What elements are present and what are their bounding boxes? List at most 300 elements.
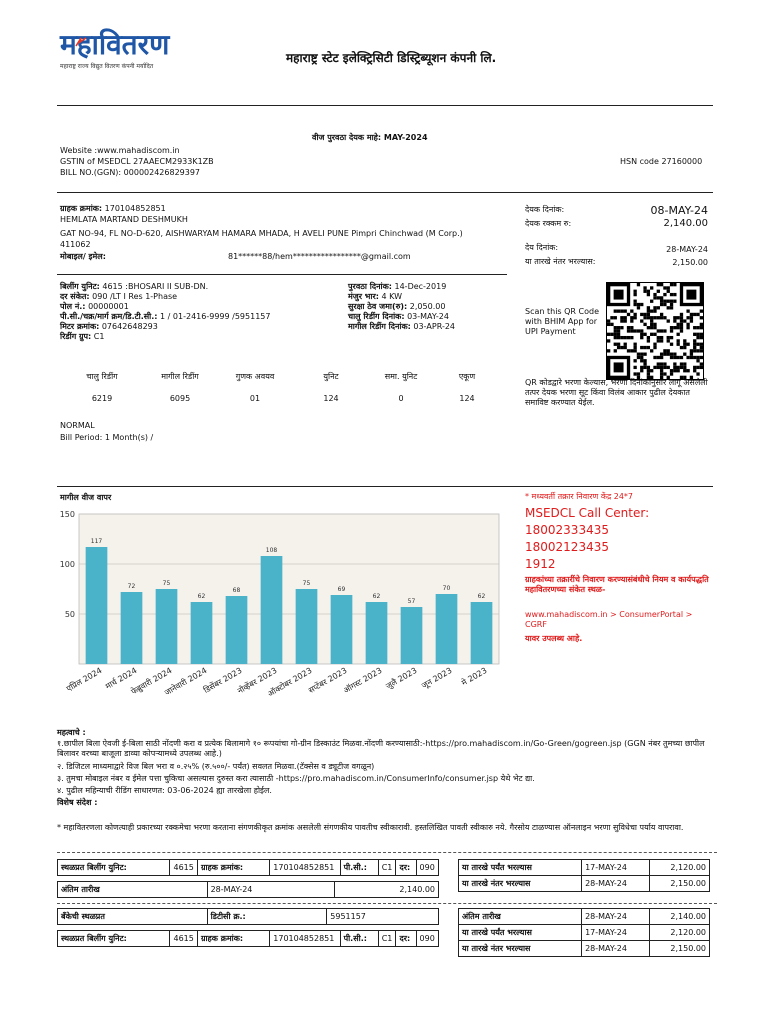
qr-module bbox=[673, 319, 676, 322]
bar bbox=[86, 547, 108, 664]
qr-module bbox=[680, 366, 683, 369]
qr-module bbox=[653, 326, 656, 329]
reading-cell: 124 bbox=[323, 394, 339, 403]
bar-value-label: 68 bbox=[232, 587, 241, 594]
qr-module bbox=[630, 336, 633, 339]
cf2-dtc: 5951157 bbox=[327, 909, 439, 925]
qr-module bbox=[660, 296, 663, 299]
bar-value-label: 70 bbox=[442, 585, 451, 592]
qr-module bbox=[643, 323, 646, 326]
qr-module bbox=[650, 323, 653, 326]
qr-module bbox=[670, 293, 673, 296]
qr-module bbox=[677, 366, 680, 369]
y-tick-label: 50 bbox=[64, 610, 75, 619]
divider bbox=[57, 274, 507, 275]
helpline-note: * मध्यवर्ती तक्रार निवारण केंद्र 24*7 bbox=[525, 492, 634, 501]
qr-module bbox=[686, 290, 696, 300]
qr-module bbox=[647, 316, 650, 319]
qr-module bbox=[640, 303, 643, 306]
reading-cell: 0 bbox=[398, 394, 404, 403]
bar bbox=[296, 589, 318, 664]
qr-module bbox=[630, 326, 633, 329]
cf2-side-label: या तारखे पर्यंत भरल्यास bbox=[459, 925, 582, 941]
reading-cell: 01 bbox=[249, 394, 261, 403]
cf1-last-label: अंतिम तारीख bbox=[58, 882, 208, 898]
pc-row bbox=[60, 312, 340, 322]
qr-module bbox=[617, 333, 620, 336]
qr-module bbox=[637, 356, 640, 359]
bar bbox=[471, 602, 493, 664]
qr-module bbox=[663, 316, 666, 319]
qr-module bbox=[663, 300, 666, 303]
qr-module bbox=[700, 309, 703, 312]
after-due-amount: 2,150.00 bbox=[672, 258, 708, 267]
qr-module bbox=[663, 286, 666, 289]
x-tick-label: फेब्रुवारी 2024 bbox=[129, 665, 174, 697]
qr-module bbox=[650, 333, 653, 336]
bar-value-label: 62 bbox=[197, 593, 206, 600]
notes-item: २. डिजिटल माध्यमाद्वारे विज बिल भरा व ०.२५% (रु.५००/- पर्यंत) सवलत मिळवा.(टॅक्सेस व ड्यूटीज वगळून) bbox=[57, 762, 375, 771]
details-right bbox=[348, 282, 518, 332]
pc-label: पी.सी./चक्र/मार्ग क्रम/डि.टी.सी.: bbox=[60, 312, 158, 321]
qr-module bbox=[657, 362, 660, 365]
details-left bbox=[60, 282, 340, 342]
qr-module bbox=[650, 286, 653, 289]
qr-module bbox=[607, 349, 610, 352]
cf2-dtc-label: डिटीसी क्र.: bbox=[207, 909, 327, 925]
x-tick-label: सप्टेंबर 2023 bbox=[307, 665, 349, 696]
cf2-side-date: 17-MAY-24 bbox=[582, 925, 650, 941]
reading-header: चालु रिडींग bbox=[86, 372, 118, 381]
meter-value: 07642648293 bbox=[101, 322, 158, 331]
gstin: GSTIN of MSEDCL 27AAECM2933K1ZB bbox=[60, 157, 214, 166]
reading-status: NORMAL bbox=[60, 421, 95, 430]
qr-module bbox=[617, 329, 620, 332]
qr-module bbox=[670, 306, 673, 309]
qr-module bbox=[696, 349, 699, 352]
cgrf-link[interactable]: www.mahadiscom.in > ConsumerPortal > CGRF bbox=[525, 610, 693, 629]
consumer-number bbox=[60, 204, 166, 214]
qr-module bbox=[653, 366, 656, 369]
qr-module bbox=[663, 303, 666, 306]
qr-module bbox=[657, 306, 660, 309]
reading-table-row bbox=[60, 394, 500, 404]
qr-module bbox=[663, 366, 666, 369]
qr-module bbox=[624, 309, 627, 312]
bill-period: Bill Period: 1 Month(s) / bbox=[60, 433, 154, 442]
qr-module bbox=[696, 326, 699, 329]
qr-module bbox=[607, 339, 610, 342]
cf1-pc-label: पी.सी.: bbox=[340, 860, 378, 876]
qr-module bbox=[660, 283, 663, 286]
qr-module bbox=[680, 313, 683, 316]
qr-module bbox=[614, 316, 617, 319]
cf1-side-date: 17-MAY-24 bbox=[582, 860, 650, 876]
x-tick-label: ऑगस्ट 2023 bbox=[341, 665, 384, 696]
qr-module bbox=[630, 309, 633, 312]
billing-unit-label: बिलींग युनिट: bbox=[60, 282, 100, 291]
qr-module bbox=[617, 336, 620, 339]
qr-module bbox=[673, 283, 676, 286]
cf2-rate-label: दर: bbox=[396, 931, 416, 947]
sanctioned-load-row bbox=[348, 292, 518, 302]
qr-module bbox=[610, 316, 613, 319]
cf2-unit-label: स्थळप्रत बिलींग युनिट: bbox=[58, 931, 170, 947]
qr-module bbox=[624, 316, 627, 319]
x-tick-label: जुलै 2023 bbox=[384, 665, 419, 691]
cf2-cons: 170104852851 bbox=[270, 931, 340, 947]
bar-value-label: 57 bbox=[407, 598, 416, 605]
qr-module bbox=[617, 309, 620, 312]
qr-module bbox=[670, 283, 673, 286]
qr-module bbox=[647, 290, 650, 293]
qr-module bbox=[637, 329, 640, 332]
qr-module bbox=[680, 346, 683, 349]
qr-module bbox=[640, 346, 643, 349]
qr-module bbox=[670, 329, 673, 332]
qr-module bbox=[693, 346, 696, 349]
qr-module bbox=[614, 329, 617, 332]
previous-reading-date-label: मागील रिडींग दिनांक: bbox=[348, 322, 411, 331]
qr-module bbox=[630, 316, 633, 319]
qr-module bbox=[657, 296, 660, 299]
qr-module bbox=[673, 362, 676, 365]
qr-module bbox=[653, 296, 656, 299]
cf1-side-amount: 2,120.00 bbox=[649, 860, 709, 876]
qr-module bbox=[680, 316, 683, 319]
qr-module bbox=[640, 329, 643, 332]
qr-module bbox=[670, 300, 673, 303]
qr-module bbox=[700, 349, 703, 352]
bar-value-label: 75 bbox=[302, 580, 311, 587]
qr-module bbox=[620, 326, 623, 329]
consumer-name: HEMLATA MARTAND DESHMUKH bbox=[60, 215, 188, 224]
bar bbox=[121, 592, 143, 664]
qr-module bbox=[643, 353, 646, 356]
qr-module bbox=[614, 333, 617, 336]
qr-module bbox=[657, 339, 660, 342]
qr-module bbox=[660, 329, 663, 332]
qr-module bbox=[677, 316, 680, 319]
qr-module bbox=[680, 319, 683, 322]
qr-module bbox=[660, 336, 663, 339]
cf2-side-label: अंतिम तारीख bbox=[459, 909, 582, 925]
counterfoil-office-table bbox=[57, 859, 439, 876]
cf1-last-amount: 2,140.00 bbox=[335, 882, 439, 898]
qr-module bbox=[614, 349, 617, 352]
qr-module bbox=[657, 283, 660, 286]
security-deposit-value: 2,050.00 bbox=[409, 302, 446, 311]
reading-header: समा. युनिट bbox=[384, 372, 418, 381]
qr-module bbox=[670, 353, 673, 356]
y-tick-label: 150 bbox=[59, 510, 75, 519]
qr-module bbox=[700, 346, 703, 349]
qr-module bbox=[633, 303, 636, 306]
qr-module bbox=[637, 372, 640, 375]
notes-item: ४. पुढील महिन्याची रीडिंग साधारणत: 03-06-2024 ह्या तारखेला होईल. bbox=[57, 786, 272, 795]
qr-module bbox=[686, 323, 689, 326]
previous-reading-date-value: 03-APR-24 bbox=[413, 322, 456, 331]
qr-module bbox=[696, 313, 699, 316]
qr-module bbox=[683, 346, 686, 349]
qr-module bbox=[657, 316, 660, 319]
qr-module bbox=[650, 349, 653, 352]
qr-module bbox=[647, 293, 650, 296]
previous-reading-date-row bbox=[348, 322, 518, 332]
cf1-pc: C1 bbox=[378, 860, 396, 876]
divider bbox=[57, 105, 713, 106]
qr-module bbox=[633, 316, 636, 319]
reading-table bbox=[60, 372, 500, 404]
bar bbox=[156, 589, 178, 664]
qr-module bbox=[637, 353, 640, 356]
qr-module bbox=[650, 319, 653, 322]
qr-module bbox=[633, 343, 636, 346]
qr-module bbox=[700, 366, 703, 369]
qr-module bbox=[696, 343, 699, 346]
qr-module bbox=[686, 369, 689, 372]
billing-unit-row bbox=[60, 282, 340, 292]
cf2-side-label: या तारखे नंतर भरल्यास bbox=[459, 941, 582, 957]
qr-module bbox=[607, 323, 610, 326]
qr-module bbox=[640, 336, 643, 339]
qr-module bbox=[620, 336, 623, 339]
counterfoil-office-side bbox=[458, 859, 710, 892]
contact-value: 81******88/hem*****************@gmail.com bbox=[228, 252, 411, 261]
qr-module bbox=[673, 300, 676, 303]
qr-module bbox=[667, 366, 670, 369]
qr-module bbox=[643, 316, 646, 319]
qr-module bbox=[696, 366, 699, 369]
qr-module bbox=[630, 349, 633, 352]
qr-module bbox=[650, 309, 653, 312]
qr-module bbox=[653, 346, 656, 349]
counterfoil-office-last-date bbox=[57, 881, 439, 898]
current-reading-date-value: 03-MAY-24 bbox=[407, 312, 449, 321]
x-tick-label: जून 2023 bbox=[420, 665, 454, 691]
qr-module bbox=[660, 369, 663, 372]
counterfoil-bank-details bbox=[57, 930, 439, 947]
qr-module bbox=[657, 329, 660, 332]
bar-value-label: 62 bbox=[372, 593, 381, 600]
qr-module bbox=[633, 366, 636, 369]
tariff-row bbox=[60, 292, 340, 302]
qr-module bbox=[693, 349, 696, 352]
disclaimer: * महावितरणला कोणत्याही प्रकारच्या रक्कमेचा भरणा करताना संगणकीकृत क्रमांक असलेली संगणकीय पावतीच स्वीकारावी. हस्तलिखित पावती स्वीकारु नये. गैरसोय टाळण्यास ऑनलाइन भरणा सुविधेचा पर्याय वापरावा. bbox=[57, 823, 684, 832]
qr-note: QR कोडद्वारे भरणा केल्यास, भरणा दिनांकानुसार लागू असलेली तत्पर देयक भरणा सूट किंवा विलंब आकार पुढील देयकात समाविष्ट करण्यात येईल. bbox=[525, 378, 708, 407]
qr-module bbox=[643, 362, 646, 365]
cf1-unit-label: स्थळप्रत बिलींग युनिट: bbox=[58, 860, 170, 876]
cf2-side-date: 28-MAY-24 bbox=[582, 941, 650, 957]
consumer-pin: 411062 bbox=[60, 240, 91, 249]
qr-module bbox=[696, 336, 699, 339]
qr-module bbox=[696, 356, 699, 359]
qr-module bbox=[640, 333, 643, 336]
x-tick-label: मार्च 2024 bbox=[103, 665, 139, 692]
qr-module bbox=[660, 372, 663, 375]
upi-qr-code[interactable] bbox=[606, 282, 704, 380]
helpline-number[interactable]: 18002333435 bbox=[525, 523, 609, 537]
cf1-cons: 170104852851 bbox=[270, 860, 340, 876]
qr-module bbox=[683, 319, 686, 322]
reading-table-header bbox=[60, 372, 500, 382]
qr-module bbox=[667, 319, 670, 322]
qr-module bbox=[670, 343, 673, 346]
qr-module bbox=[650, 316, 653, 319]
qr-module bbox=[700, 323, 703, 326]
qr-module bbox=[630, 319, 633, 322]
qr-module bbox=[667, 353, 670, 356]
tariff-value: 090 /LT I Res 1-Phase bbox=[92, 292, 178, 301]
qr-module bbox=[620, 316, 623, 319]
qr-module bbox=[673, 356, 676, 359]
cf2-side-date: 28-MAY-24 bbox=[582, 909, 650, 925]
qr-module bbox=[667, 286, 670, 289]
cf1-unit: 4615 bbox=[170, 860, 197, 876]
qr-module bbox=[660, 366, 663, 369]
reading-cell: 6095 bbox=[169, 394, 191, 403]
qr-module bbox=[660, 313, 663, 316]
qr-module bbox=[657, 366, 660, 369]
pole-label: पोल नं.: bbox=[60, 302, 86, 311]
qr-module bbox=[624, 343, 627, 346]
bar-value-label: 72 bbox=[127, 583, 136, 590]
qr-module bbox=[660, 356, 663, 359]
qr-module bbox=[624, 319, 627, 322]
qr-module bbox=[680, 362, 683, 365]
qr-module bbox=[663, 293, 666, 296]
qr-module bbox=[683, 339, 686, 342]
sanctioned-load-label: मंजुर भार: bbox=[348, 292, 379, 301]
qr-module bbox=[640, 366, 643, 369]
notes-item: ३. तुमचा मोबाइल नंबर व ईमेल पत्ता चुकिचा असल्यास दुरुस्त करा त्यासाठी -https://pro.mahadiscom.in/ConsumerInfo/consumer.jsp येथे भेट द्या. bbox=[57, 774, 535, 783]
supply-date-value: 14-Dec-2019 bbox=[394, 282, 447, 291]
qr-module bbox=[620, 309, 623, 312]
chart-title: मागील वीज वापर bbox=[60, 493, 112, 502]
qr-module bbox=[627, 313, 630, 316]
reading-header: एकूण bbox=[458, 372, 476, 381]
bar bbox=[331, 595, 353, 664]
qr-module bbox=[650, 300, 653, 303]
x-tick-label: मे 2023 bbox=[460, 665, 489, 688]
consumer-address: GAT NO-94, FL NO-D-620, AISHWARYAM HAMARA MHADA, H AVELI PUNE Pimpri Chinchwad (M Corp.) bbox=[60, 229, 463, 238]
bill-date: 08-MAY-24 bbox=[650, 204, 708, 217]
qr-module bbox=[677, 339, 680, 342]
qr-module bbox=[700, 356, 703, 359]
pole-value: 00000001 bbox=[88, 302, 129, 311]
qr-module bbox=[633, 346, 636, 349]
pole-row bbox=[60, 302, 340, 312]
qr-module bbox=[677, 333, 680, 336]
qr-module bbox=[647, 326, 650, 329]
qr-module bbox=[617, 343, 620, 346]
qr-module bbox=[653, 306, 656, 309]
qr-module bbox=[667, 306, 670, 309]
qr-module bbox=[693, 339, 696, 342]
qr-module bbox=[653, 356, 656, 359]
qr-module bbox=[653, 293, 656, 296]
reading-cell: 6219 bbox=[91, 394, 113, 403]
helpline-number[interactable]: 1912 bbox=[525, 557, 556, 571]
qr-module bbox=[647, 306, 650, 309]
qr-module bbox=[673, 369, 676, 372]
qr-module bbox=[670, 303, 673, 306]
qr-module bbox=[693, 366, 696, 369]
x-tick-label: ऑक्टोबर 2023 bbox=[266, 665, 314, 699]
qr-module bbox=[657, 336, 660, 339]
qr-module bbox=[643, 290, 646, 293]
qr-module bbox=[683, 353, 686, 356]
qr-module bbox=[670, 372, 673, 375]
qr-module bbox=[657, 290, 660, 293]
qr-module bbox=[673, 353, 676, 356]
bill-amount: 2,140.00 bbox=[663, 218, 708, 229]
qr-module bbox=[614, 336, 617, 339]
cf2-side-amount: 2,120.00 bbox=[649, 925, 709, 941]
qr-module bbox=[690, 356, 693, 359]
qr-module bbox=[700, 343, 703, 346]
qr-module bbox=[633, 313, 636, 316]
logo-text: महावितरण bbox=[60, 28, 170, 61]
bar bbox=[191, 602, 213, 664]
cf1-last-date: 28-MAY-24 bbox=[207, 882, 335, 898]
qr-module bbox=[650, 369, 653, 372]
cf1-side-label: या तारखे नंतर भरल्यास bbox=[459, 876, 582, 892]
qr-module bbox=[667, 339, 670, 342]
qr-module bbox=[663, 353, 666, 356]
reading-group-row bbox=[60, 332, 340, 342]
qr-module bbox=[700, 326, 703, 329]
notes-title: महत्वाचे : bbox=[57, 728, 86, 737]
bill-month: वीज पुरवठा देयक माहे: MAY-2024 bbox=[312, 133, 428, 142]
qr-module bbox=[617, 326, 620, 329]
qr-module bbox=[667, 336, 670, 339]
cf2-rate: 090 bbox=[416, 931, 438, 947]
qr-module bbox=[673, 293, 676, 296]
helpline-number[interactable]: 18002123435 bbox=[525, 540, 609, 554]
bar bbox=[366, 602, 388, 664]
website: Website :www.mahadiscom.in bbox=[60, 146, 180, 155]
qr-module bbox=[643, 359, 646, 362]
qr-module bbox=[643, 346, 646, 349]
qr-module bbox=[680, 356, 683, 359]
after-due-label: या तारखे नंतर भरल्यास: bbox=[525, 257, 596, 266]
qr-module bbox=[680, 323, 683, 326]
bar bbox=[226, 596, 248, 664]
qr-module bbox=[686, 343, 689, 346]
qr-module bbox=[667, 300, 670, 303]
cf1-cons-label: ग्राहक क्रमांक: bbox=[197, 860, 269, 876]
qr-module bbox=[690, 353, 693, 356]
cf1-rate-label: दर: bbox=[396, 860, 416, 876]
qr-module bbox=[693, 333, 696, 336]
qr-module bbox=[624, 346, 627, 349]
qr-module bbox=[693, 356, 696, 359]
qr-module bbox=[686, 356, 689, 359]
qr-module bbox=[647, 313, 650, 316]
qr-module bbox=[677, 343, 680, 346]
qr-module bbox=[683, 362, 686, 365]
billing-unit-value: 4615 :BHOSARI II SUB-DN. bbox=[102, 282, 209, 291]
qr-module bbox=[633, 372, 636, 375]
qr-module bbox=[686, 316, 689, 319]
qr-module bbox=[690, 319, 693, 322]
qr-module bbox=[696, 333, 699, 336]
cf1-side-amount: 2,150.00 bbox=[649, 876, 709, 892]
counterfoil-bank-table bbox=[57, 908, 439, 925]
qr-module bbox=[647, 346, 650, 349]
qr-module bbox=[647, 336, 650, 339]
